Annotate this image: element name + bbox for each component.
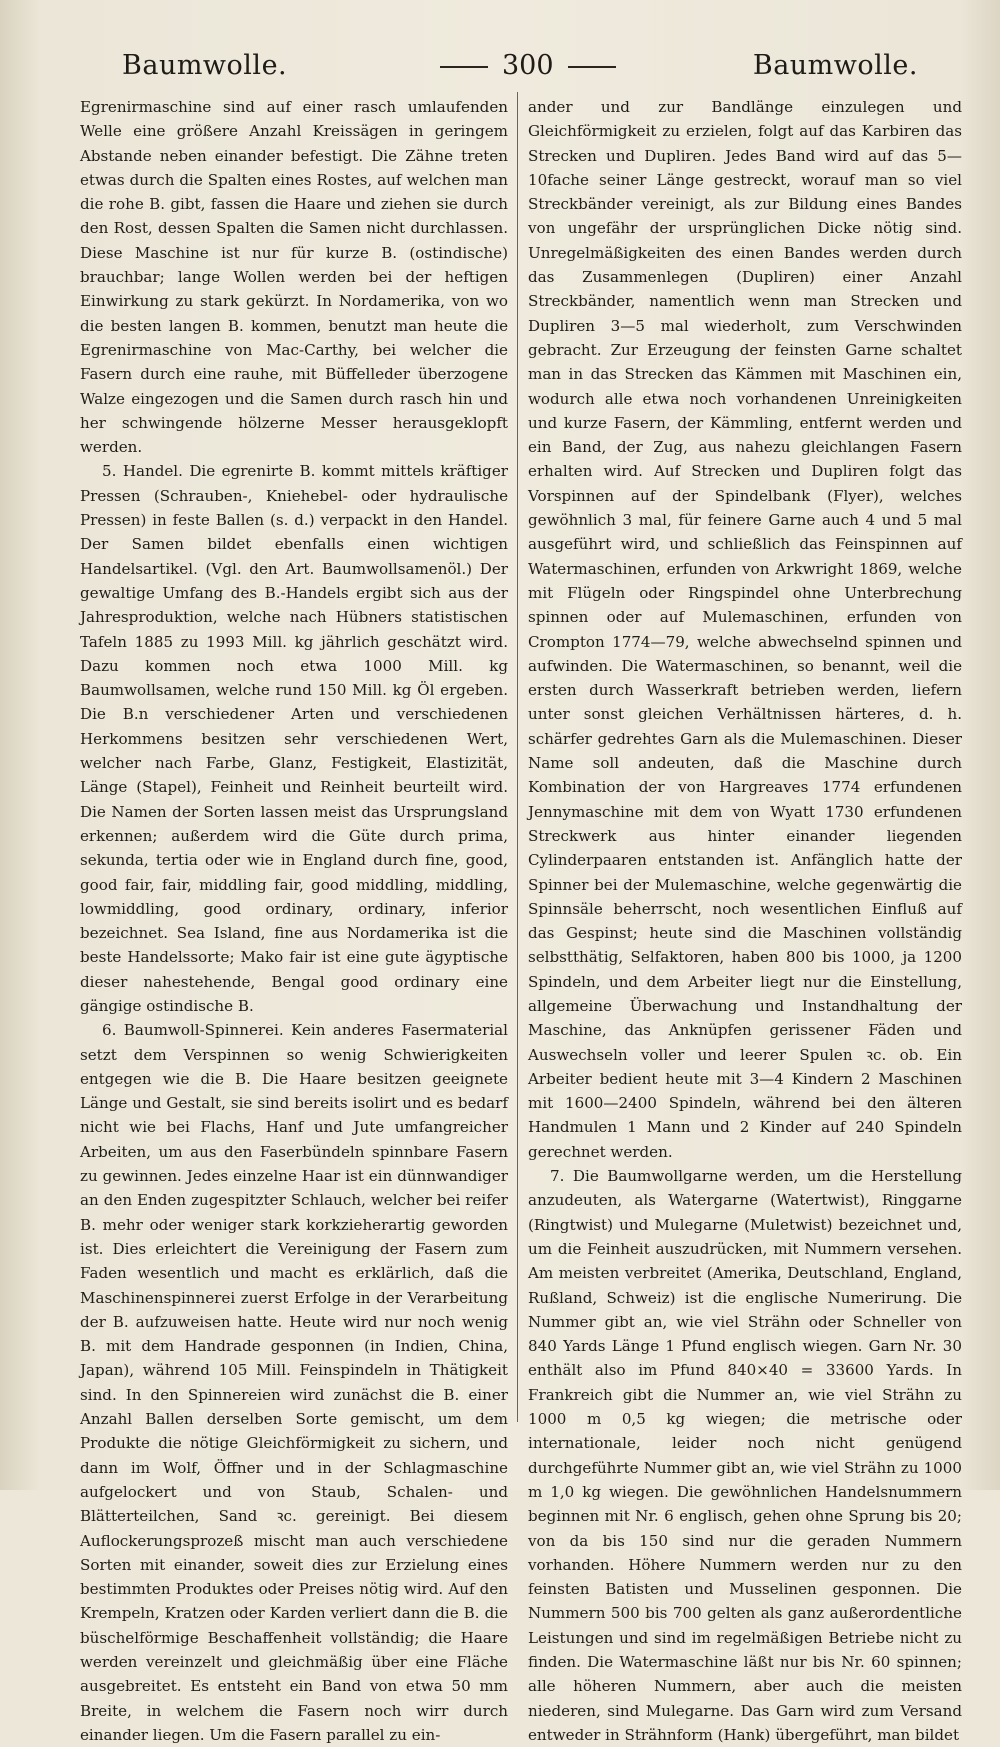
header-dash-left: [440, 66, 488, 68]
header-dash-right: [568, 66, 616, 68]
header-left-title: Baumwolle.: [122, 50, 288, 81]
running-header: [82, 50, 930, 90]
right-column: [528, 95, 962, 1744]
header-right-title: Baumwolle.: [752, 50, 918, 81]
paragraph-handel: 5. Handel. Die egrenirte B. kommt mittels kräftiger Pressen (Schrauben-, Kniehebel- oder hydraulische Pressen) in feste Ballen (s. d.) verpackt in den Handel. Der Samen bildet ebenfalls einen wichtigen Handelsartikel. (Vgl. den Art. Baumwollsamenöl.) Der gewaltige Umfang des B.-Handels ergibt sich aus der Jahresproduktion, welche nach Hübners statistischen Tafeln 1885 zu 1993 Mill. kg jährlich geschätzt wird. Dazu kommen noch etwa 1000 Mill. kg Baumwollsamen, welche rund 150 Mill. kg Öl ergeben. Die B.n verschiedener Arten und verschiedenen Herkommens besitzen sehr verschiedenen Wert, welcher nach Farbe, Glanz, Festigkeit, Elastizität, Länge (Stapel), Feinheit und Reinheit beurteilt wird. Die Namen der Sorten lassen meist das Ursprungsland erkennen; außerdem wird die Güte durch prima, sekunda, tertia oder wie in England durch fine, good, good fair, fair, middling fair, good middling, middling, lowmiddling, good ordinary, ordinary, inferior bezeichnet. Sea Island, fine aus Nordamerika ist die beste Handelssorte; Mako fair ist eine gute ägyptische dieser nahestehende, Bengal good ordinary eine gängige ostindische B.: [80, 462, 508, 1015]
left-column: [80, 95, 508, 1744]
paragraph-egrenirmaschine: Egrenirmaschine sind auf einer rasch umlaufenden Welle eine größere Anzahl Kreissägen in geringem Abstande neben einander befestigt. Die Zähne treten etwas durch die Spalten eines Rostes, auf welchen man die rohe B. gibt, fassen die Haare und ziehen sie durch den Rost, dessen Spalten die Samen nicht durchlassen. Diese Maschine ist nur für kurze B. (ostindische) brauchbar; lange Wollen werden bei der heftigen Einwirkung zu stark gekürzt. In Nordamerika, von wo die besten langen B. kommen, benutzt man heute die Egrenirmaschine von Mac-Carthy, bei welcher die Fasern durch eine rauhe, mit Büffelleder überzogene Walze eingezogen und die Samen durch rasch hin und her schwingende hölzerne Messer herausgeklopft werden.: [80, 98, 508, 457]
paragraph-strecken: ander und zur Bandlänge einzulegen und Gleichförmigkeit zu erzielen, folgt auf das Karbiren das Strecken und Dupliren. Jedes Band wird auf das 5—10fache seiner Länge gestreckt, worauf man so viel Streckbänder vereinigt, als zur Bildung eines Bandes von ungefähr der ursprünglichen Dicke nötig sind. Unregelmäßigkeiten des einen Bandes werden durch das Zusammenlegen (Dupliren) einer Anzahl Streckbänder, namentlich wenn man Strecken und Dupliren 3—5 mal wiederholt, zum Verschwinden gebracht. Zur Erzeugung der feinsten Garne schaltet man in das Strecken das Kämmen mit Maschinen ein, wodurch alle etwa noch vorhandenen Unreinigkeiten und kurze Fasern, der Kämmling, entfernt werden und ein Band, der Zug, aus nahezu gleichlangen Fasern erhalten wird. Auf Strecken und Dupliren folgt das Vorspinnen auf der Spindelbank (Flyer), welches gewöhnlich 3 mal, für feinere Garne auch 4 und 5 mal ausgeführt wird, und schließlich das Feinspinnen auf Watermaschinen, erfunden von Arkwright 1869, welche mit Flügeln oder Ringspindel ohne Unterbrechung spinnen oder auf Mulemaschinen, erfunden von Crompton 1774—79, welche abwechselnd spinnen und aufwinden. Die Watermaschinen, so benannt, weil die ersten durch Wasserkraft betrieben werden, liefern unter sonst gleichen Verhältnissen härteres, d. h. schärfer gedrehtes Garn als die Mulemaschinen. Dieser Name soll andeuten, daß die Maschine durch Kombination der von Hargreaves 1774 erfundenen Jennymaschine mit dem von Wyatt 1730 erfundenen Streckwerk aus hinter einander liegenden Cylinderpaaren entstanden ist. Anfänglich hatte der Spinner bei der Mulemaschine, welche gegenwärtig die Spinnsäle beherrscht, noch wesentlichen Einfluß auf das Gespinst; heute sind die Maschinen vollständig selbstthätig, Selfaktoren, haben 800 bis 1000, ja 1200 Spindeln, und dem Arbeiter liegt nur die Einstellung, allgemeine Überwachung und Instandhaltung der Maschine, das Anknüpfen gerissener Fäden und Auswechseln voller und leerer Spulen ꝛc. ob. Ein Arbeiter bedient heute mit 3—4 Kindern 2 Maschinen mit 1600—2400 Spindeln, während bei den älteren Handmulen 1 Mann und 2 Kinder auf 240 Spindeln gerechnet werden.: [528, 98, 962, 1161]
page-number: [426, 50, 630, 81]
page-number-text: 300: [502, 50, 554, 81]
paragraph-spinnerei: 6. Baumwoll-Spinnerei. Kein anderes Fasermaterial setzt dem Verspinnen so wenig Schwierigkeiten entgegen wie die B. Die Haare besitzen geeignete Länge und Gestalt, sie sind bereits isolirt und es bedarf nicht wie bei Flachs, Hanf und Jute umfangreicher Arbeiten, um aus den Faserbündeln spinnbare Fasern zu gewinnen. Jedes einzelne Haar ist ein dünnwandiger an den Enden zugespitzter Schlauch, welcher bei reifer B. mehr oder weniger stark korkzieherartig geworden ist. Dies erleichtert die Vereinigung der Fasern zum Faden wesentlich und macht es erklärlich, daß die Maschinenspinnerei zuerst Erfolge in der Verarbeitung der B. aufzuweisen hatte. Heute wird nur noch wenig B. mit dem Handrade gesponnen (in Indien, China, Japan), während 105 Mill. Feinspindeln in Thätigkeit sind. In den Spinnereien wird zunächst die B. einer Anzahl Ballen derselben Sorte gemischt, um dem Produkte die nötige Gleichförmigkeit zu sichern, und dann im Wolf, Öffner und in der Schlagmaschine aufgelockert und von Staub, Schalen- und Blätterteilchen, Sand ꝛc. gereinigt. Bei diesem Auflockerungsprozeß mischt man auch verschiedene Sorten mit einander, soweit dies zur Erzielung eines bestimmten Produktes oder Preises nötig wird. Auf den Krempeln, Kratzen oder Karden verliert dann die B. die büschelförmige Beschaffenheit vollständig; die Haare werden vereinzelt und gleichmäßig über eine Fläche ausgebreitet. Es entsteht ein Band von etwa 50 mm Breite, in welchem die Fasern noch wirr durch einander liegen. Um die Fasern parallel zu ein-: [80, 1021, 508, 1744]
column-divider: [517, 92, 518, 1422]
paragraph-baumwollgarne: 7. Die Baumwollgarne werden, um die Herstellung anzudeuten, als Watergarne (Watertwist), Ringgarne (Ringtwist) und Mulegarne (Muletwist) bezeichnet und, um die Feinheit auszudrücken, mit Nummern versehen. Am meisten verbreitet (Amerika, Deutschland, England, Rußland, Schweiz) ist die englische Numerirung. Die Nummer gibt an, wie viel Strähn oder Schneller von 840 Yards Länge 1 Pfund englisch wiegen. Garn Nr. 30 enthält also im Pfund 840×40 = 33600 Yards. In Frankreich gibt die Nummer an, wie viel Strähn zu 1000 m 0,5 kg wiegen; die metrische oder internationale, leider noch nicht genügend durchgeführte Nummer gibt an, wie viel Strähn zu 1000 m 1,0 kg wiegen. Die gewöhnlichen Handelsnummern beginnen mit Nr. 6 englisch, gehen ohne Sprung bis 20; von da bis 150 sind nur die geraden Nummern vorhanden. Höhere Nummern werden nur zu den feinsten Batisten und Musselinen gesponnen. Die Nummern 500 bis 700 gelten als ganz außerordentliche Leistungen und sind im regelmäßigen Betriebe nicht zu finden. Die Watermaschine läßt nur bis Nr. 60 spinnen; alle höheren Nummern, aber auch die meisten niederen, sind Mulegarne. Das Garn wird zum Versand entweder in Strähnform (Hank) übergeführt, man bildet: [528, 1167, 962, 1744]
